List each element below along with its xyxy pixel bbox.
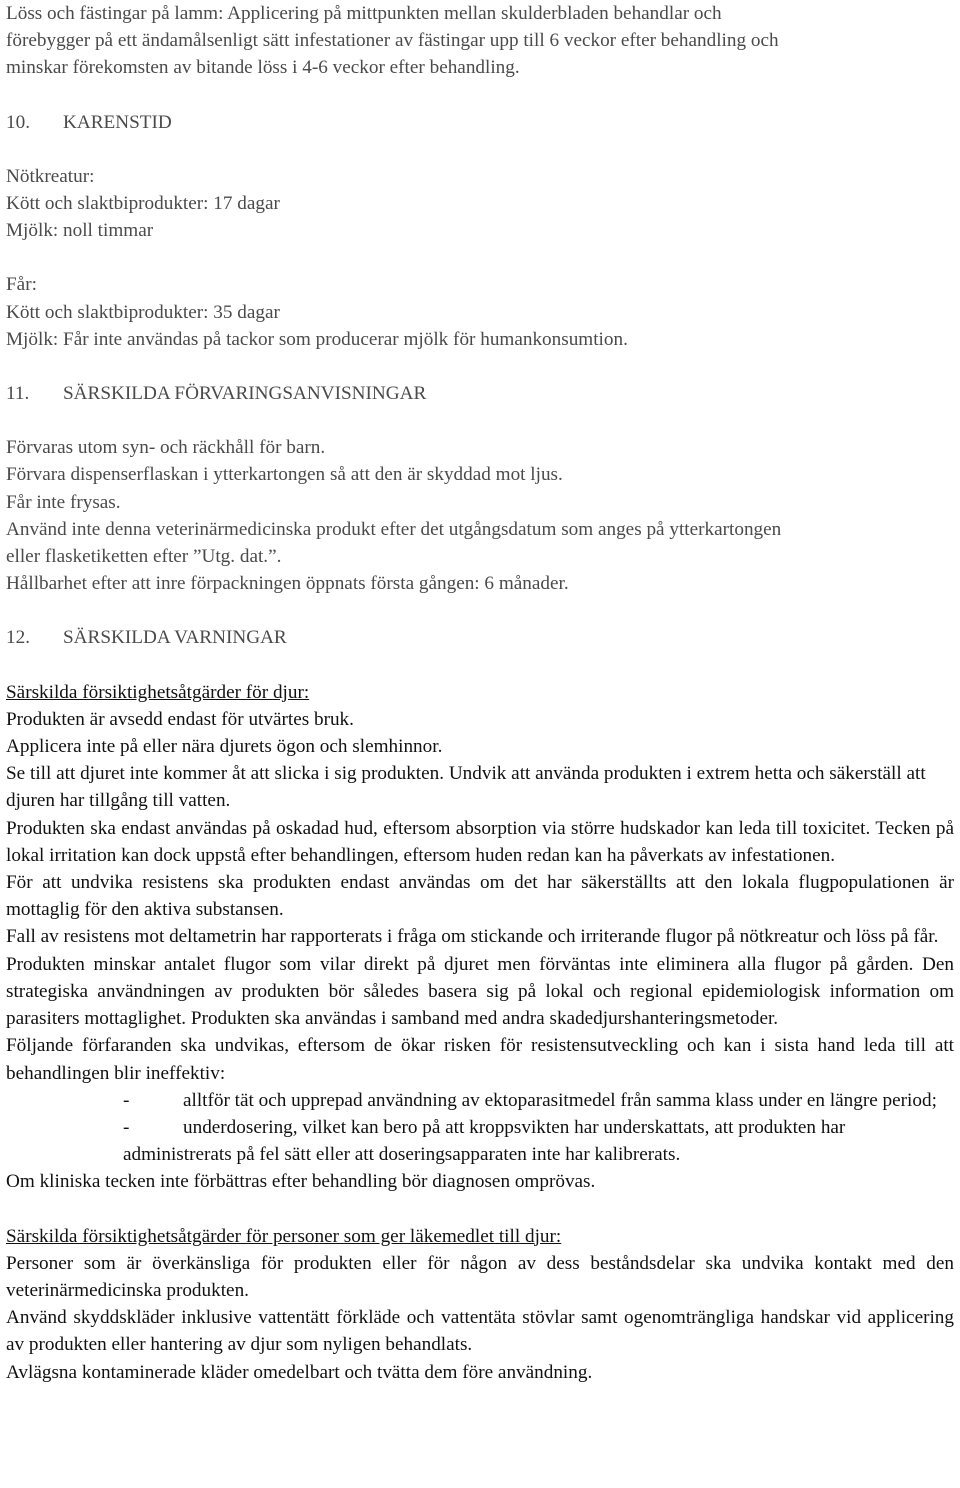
sheep-label: Får: xyxy=(6,274,37,296)
sheep-meat: Kött och slaktbiprodukter: 35 dagar xyxy=(6,301,280,323)
animal-precautions xyxy=(6,679,954,1196)
storage-line-4b: eller flasketiketten efter ”Utg. dat.”. xyxy=(6,546,282,568)
withdrawal-sheep xyxy=(6,271,954,353)
animal-precaution-4: Produkten ska endast användas på oskadad hud, eftersom absorption via större hudskador kan leda till toxicitet. Tecken på lokal irritation kan dock uppstå efter behandlingen, eftersom huden redan kan ha påverkats av infestationen. xyxy=(6,817,954,866)
intro-line-1: Löss och fästingar på lamm: Applicering på mittpunkten mellan skulderbladen behandlar och xyxy=(6,3,722,24)
storage-line-5: Hållbarhet efter att inre förpackningen öppnats första gången: 6 månader. xyxy=(6,573,569,595)
storage-line-2: Förvara dispenserflaskan i ytterkartongen så att den är skyddad mot ljus. xyxy=(6,464,563,486)
sheep-milk: Mjölk: Får inte användas på tackor som producerar mjölk för humankonsumtion. xyxy=(6,328,628,350)
animal-precautions-heading: Särskilda försiktighetsåtgärder för djur: xyxy=(6,681,310,703)
intro-line-3: minskar förekomsten av bitande löss i 4-6 veckor efter behandling. xyxy=(6,57,520,79)
animal-precaution-8: Följande förfaranden ska undvikas, eftersom de ökar risken för resistensutveckling och kan i sista hand leda till att behandlingen blir ineffektiv: xyxy=(6,1035,954,1084)
bullet-2-text: underdosering, vilket kan bero på att kroppsvikten har underskattats, att produkten har administrerats på fel sätt eller att doseringsapparaten inte har kalibrerats. xyxy=(123,1116,846,1166)
section-10-number: 10. xyxy=(6,111,30,133)
animal-precaution-5: För att undvika resistens ska produkten endast användas om det har säkerställts att den lokala flugpopulationen är mottaglig för den aktiva substansen. xyxy=(6,872,954,921)
section-12-number: 12. xyxy=(6,627,30,649)
animal-precaution-9: Om kliniska tecken inte förbättras efter behandling bör diagnosen omprövas. xyxy=(6,1171,596,1193)
animal-precaution-6: Fall av resistens mot deltametrin har rapporterats i fråga om stickande och irriterande flugor på nötkreatur och löss på får. xyxy=(6,926,939,948)
animal-precaution-7: Produkten minskar antalet flugor som vilar direkt på djuret men förväntas inte eliminera alla flugor på gården. Den strategiska användningen av produkten bör således basera sig på lokal och regional epidemiologisk information om parasiters mottaglighet. Produkten ska användas i samband med andra skadedjurshanteringsmetoder. xyxy=(6,953,954,1030)
section-10-title: KARENSTID xyxy=(63,111,172,133)
bullet-1-text: alltför tät och upprepad användning av ektoparasitmedel från samma klass under en längre period; xyxy=(183,1089,937,1111)
storage-instructions xyxy=(6,434,954,597)
list-dash: - xyxy=(123,1089,130,1111)
person-precaution-3: Avlägsna kontaminerade kläder omedelbart och tvätta dem före användning. xyxy=(6,1361,593,1383)
cattle-label: Nötkreatur: xyxy=(6,165,95,187)
section-11-heading xyxy=(6,380,954,407)
animal-precaution-2: Applicera inte på eller nära djurets ögon och slemhinnor. xyxy=(6,736,443,758)
person-precautions-heading: Särskilda försiktighetsåtgärder för personer som ger läkemedlet till djur: xyxy=(6,1225,562,1247)
animal-precaution-1: Produkten är avsedd endast för utvärtes bruk. xyxy=(6,708,354,730)
person-precautions xyxy=(6,1223,954,1386)
cattle-milk: Mjölk: noll timmar xyxy=(6,220,154,242)
storage-line-4a: Använd inte denna veterinärmedicinska produkt efter det utgångsdatum som anges på ytterkartongen xyxy=(6,518,782,540)
list-item-text xyxy=(123,1114,954,1168)
intro-line-2: förebygger på ett ändamålsenligt sätt infestationer av fästingar upp till 6 veckor efter behandling och xyxy=(6,30,779,52)
list-dash: - xyxy=(123,1116,130,1138)
section-11-title: SÄRSKILDA FÖRVARINGSANVISNINGAR xyxy=(63,383,427,405)
list-item-text xyxy=(123,1087,954,1114)
intro-paragraph xyxy=(6,0,954,82)
animal-precaution-3: Se till att djuret inte kommer åt att slicka i sig produkten. Undvik att använda produkten i extrem hetta och säkerställ att djuren har tillgång till vatten. xyxy=(6,763,926,812)
person-precaution-2: Använd skyddskläder inklusive vattentätt förkläde och vattentäta stövlar samt ogenomträngliga handskar vid applicering av produkten eller hantering av djur som nyligen behandlats. xyxy=(6,1307,954,1356)
storage-line-3: Får inte frysas. xyxy=(6,491,121,513)
list-item xyxy=(6,1087,954,1114)
storage-line-1: Förvaras utom syn- och räckhåll för barn. xyxy=(6,437,326,459)
cattle-meat: Kött och slaktbiprodukter: 17 dagar xyxy=(6,193,280,215)
withdrawal-cattle xyxy=(6,163,954,245)
section-10-heading xyxy=(6,109,954,136)
section-12-title: SÄRSKILDA VARNINGAR xyxy=(63,627,287,649)
section-11-number: 11. xyxy=(6,383,30,405)
list-item xyxy=(6,1114,954,1168)
section-12-heading xyxy=(6,624,954,651)
person-precaution-1: Personer som är överkänsliga för produkten eller för någon av dess beståndsdelar ska undvika kontakt med den veterinärmedicinska produkten. xyxy=(6,1252,954,1301)
